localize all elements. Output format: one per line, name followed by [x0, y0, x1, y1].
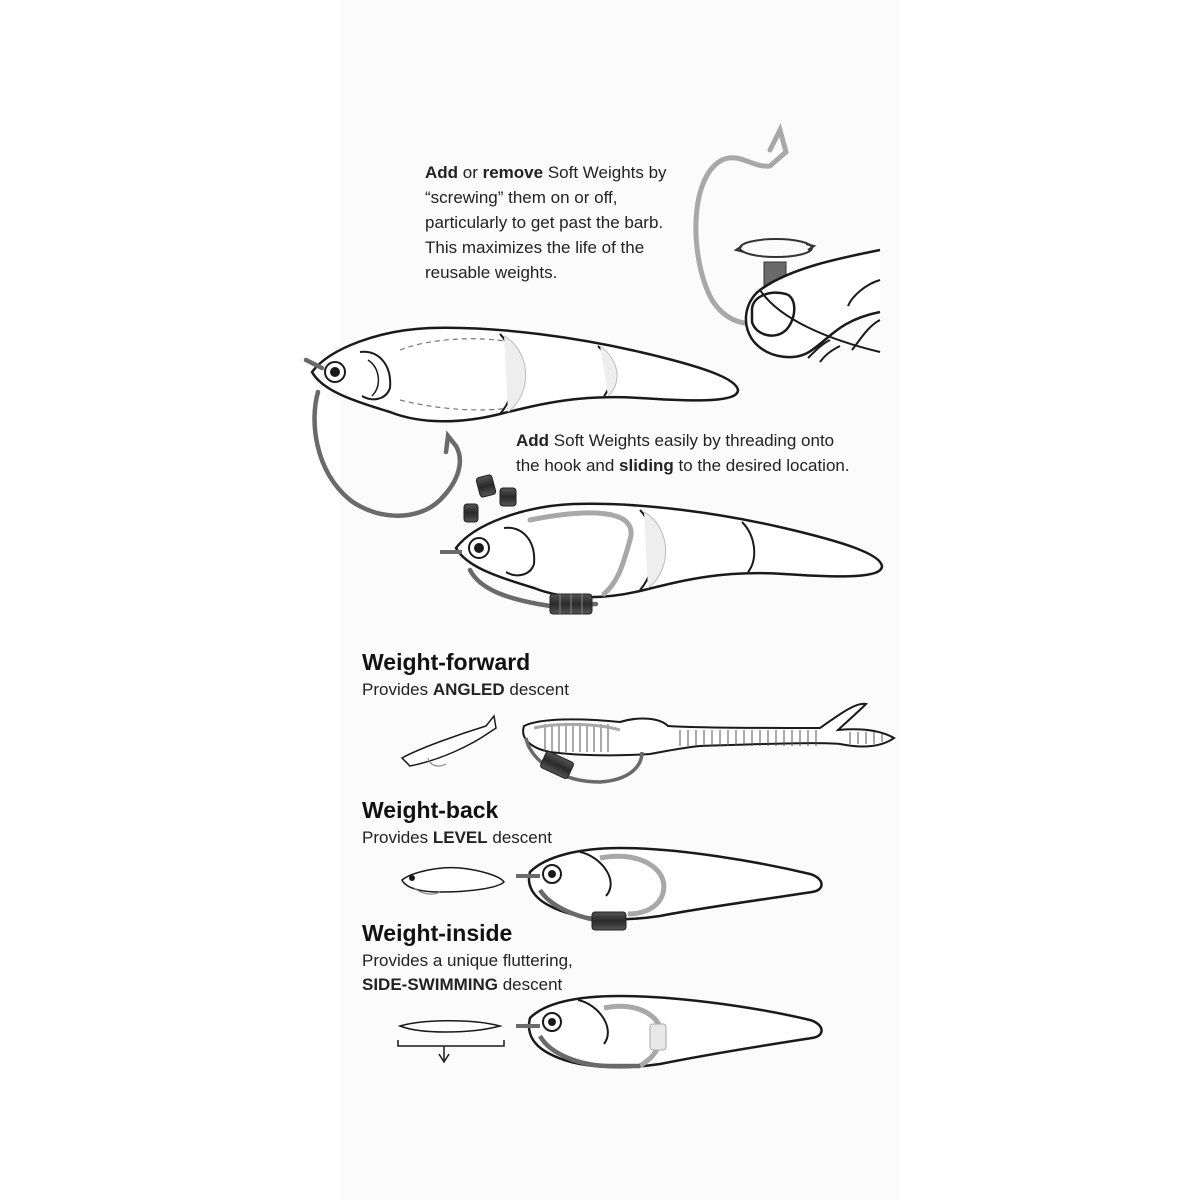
weight-forward-desc-pre: Provides — [362, 680, 433, 699]
remove-text-line5: reusable weights. — [425, 263, 558, 282]
weight-inside-illustration — [398, 996, 822, 1067]
weight-inside-desc-line1: Provides a unique fluttering, — [362, 951, 573, 970]
remove-text-line1: Soft Weights by — [543, 163, 667, 182]
add-text-line2-rest: to the desired location. — [673, 456, 850, 475]
hand-screwing-weight-illustration — [696, 130, 880, 362]
weight-inside-desc-post: descent — [498, 975, 563, 994]
weight-back-desc-pre: Provides — [362, 828, 433, 847]
weight-forward-desc-bold: ANGLED — [432, 680, 505, 699]
add-bold-add: Add — [516, 431, 550, 450]
weight-forward-desc — [362, 678, 569, 702]
soft-weight-on-hook — [592, 912, 626, 930]
thumbnail — [752, 293, 794, 336]
weight-back-desc-post: descent — [487, 828, 552, 847]
weight-inside-desc — [362, 949, 573, 997]
remove-text-line4: This maximizes the life of the — [425, 238, 645, 257]
swimbait-rigged — [440, 504, 882, 614]
remove-bold-remove: remove — [482, 163, 544, 182]
weight-back-title: Weight-back — [362, 797, 499, 823]
weight-forward-title: Weight-forward — [362, 649, 531, 675]
remove-text-or: or — [458, 163, 483, 182]
remove-instructions — [425, 160, 705, 285]
add-text-line2-pre: the hook and — [516, 456, 620, 475]
remove-bold-add: Add — [425, 163, 459, 182]
swimbait-unrigged — [306, 328, 738, 516]
add-bold-sliding: sliding — [619, 456, 674, 475]
remove-text-line2: “screwing” them on or off, — [425, 188, 618, 207]
weight-back-desc-bold: LEVEL — [432, 828, 488, 847]
add-instructions — [516, 428, 896, 478]
add-text-line1: Soft Weights easily by threading onto — [549, 431, 835, 450]
soft-weight-inside-body — [650, 1024, 666, 1050]
rotation-arrow-icon — [740, 239, 812, 257]
weight-forward-desc-post: descent — [504, 680, 569, 699]
weight-back-illustration — [402, 848, 822, 930]
remove-text-line3: particularly to get past the barb. — [425, 213, 664, 232]
weight-inside-title: Weight-inside — [362, 920, 513, 946]
weight-forward-illustration — [402, 704, 894, 782]
weight-inside-desc-bold: SIDE-SWIMMING — [362, 975, 498, 994]
weight-back-desc — [362, 826, 552, 850]
